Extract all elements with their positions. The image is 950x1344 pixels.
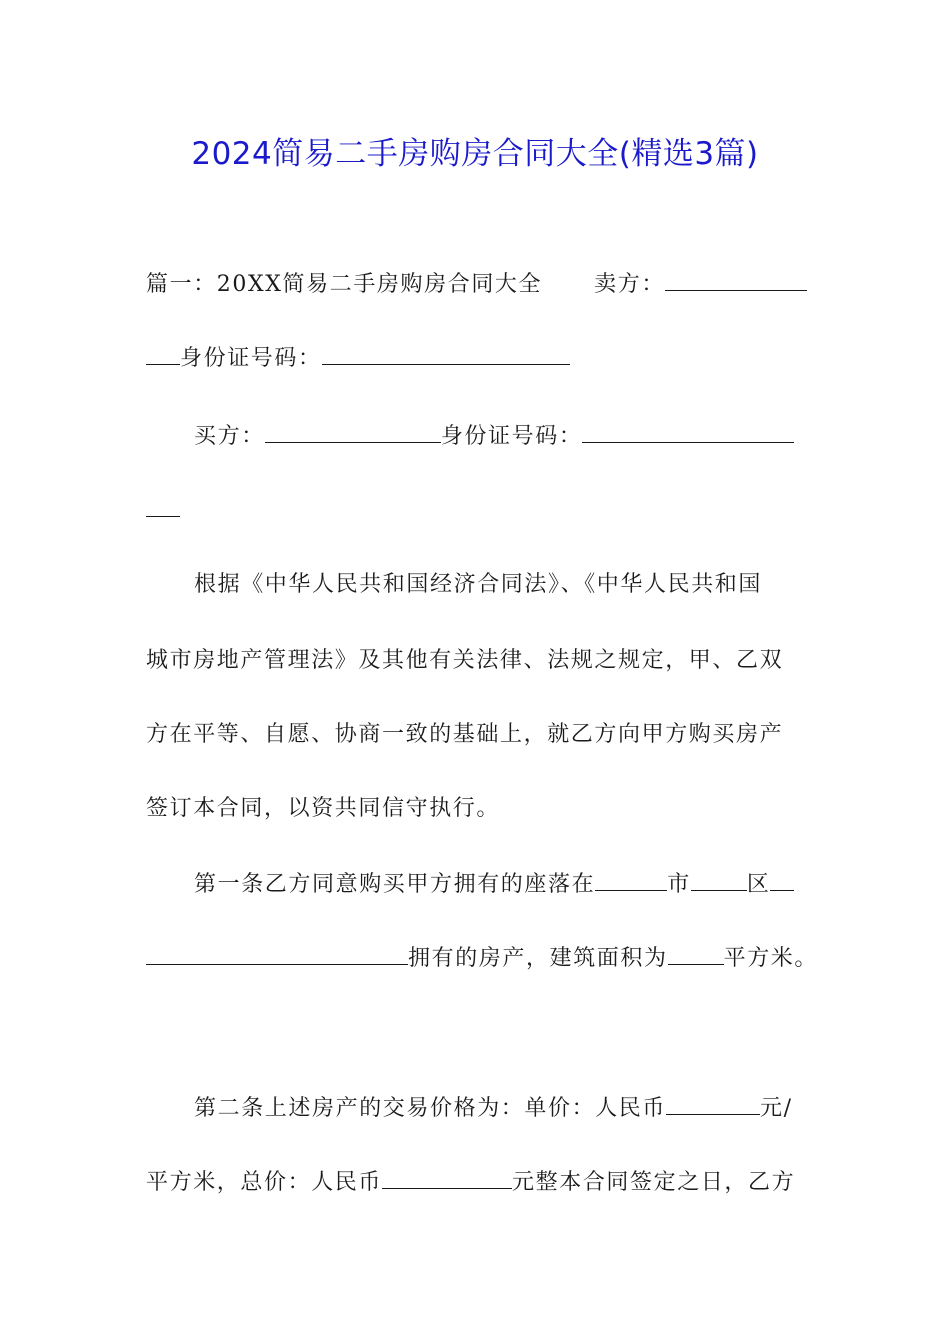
- paragraph-line: 根据《中华人民共和国经济合同法》、《中华人民共和国: [194, 572, 763, 597]
- buyer-id-line-cont: [146, 496, 180, 526]
- section-heading: 篇一：20XX简易二手房购房合同大全: [146, 272, 543, 297]
- city-label: 市: [667, 872, 691, 897]
- article-one-line-2: [146, 944, 818, 974]
- address-blank: [770, 870, 794, 891]
- area-text: 拥有的房产，建筑面积为: [408, 946, 668, 971]
- seller-id-label: 身份证号码：: [180, 346, 322, 371]
- seller-id-blank: [322, 344, 570, 365]
- article-one-text: 第一条乙方同意购买甲方拥有的座落在: [194, 872, 596, 897]
- unit-price-blank: [666, 1094, 760, 1115]
- paragraph-line: 签订本合同，以资共同信守执行。: [146, 796, 501, 821]
- buyer-id-blank-cont: [146, 496, 180, 517]
- article-one-line: [194, 870, 794, 900]
- article-two-line: [194, 1094, 793, 1124]
- district-label: 区: [746, 872, 771, 897]
- seller-line: [146, 270, 807, 300]
- article-two-line-2: [146, 1168, 795, 1198]
- address-blank-cont: [146, 944, 408, 965]
- buyer-line: [194, 422, 794, 452]
- city-blank: [595, 870, 667, 891]
- paragraph-line: 城市房地产管理法》及其他有关法律、法规之规定，甲、乙双: [146, 648, 784, 673]
- district-blank: [691, 870, 747, 891]
- article-two-text: 第二条上述房产的交易价格为：单价：人民币: [194, 1096, 667, 1121]
- buyer-label: 买方：: [194, 424, 265, 449]
- seller-name-blank-cont: [146, 344, 180, 365]
- area-unit: 平方米。: [723, 946, 819, 971]
- buyer-id-blank: [582, 422, 794, 443]
- document-title: 2024简易二手房购房合同大全(精选3篇): [191, 136, 759, 172]
- buyer-name-blank: [265, 422, 441, 443]
- unit-price-unit: 元/: [760, 1096, 793, 1121]
- seller-id-line: [146, 344, 570, 374]
- buyer-id-label: 身份证号码：: [440, 424, 583, 449]
- area-blank: [668, 944, 724, 965]
- total-price-tail: 元整本合同签定之日，乙方: [512, 1170, 796, 1195]
- total-price-blank: [382, 1168, 512, 1189]
- total-price-text: 平方米，总价：人民币: [146, 1170, 383, 1195]
- seller-label: 卖方：: [594, 272, 665, 297]
- seller-name-blank: [665, 270, 807, 291]
- paragraph-line: 方在平等、自愿、协商一致的基础上，就乙方向甲方购买房产: [146, 722, 784, 747]
